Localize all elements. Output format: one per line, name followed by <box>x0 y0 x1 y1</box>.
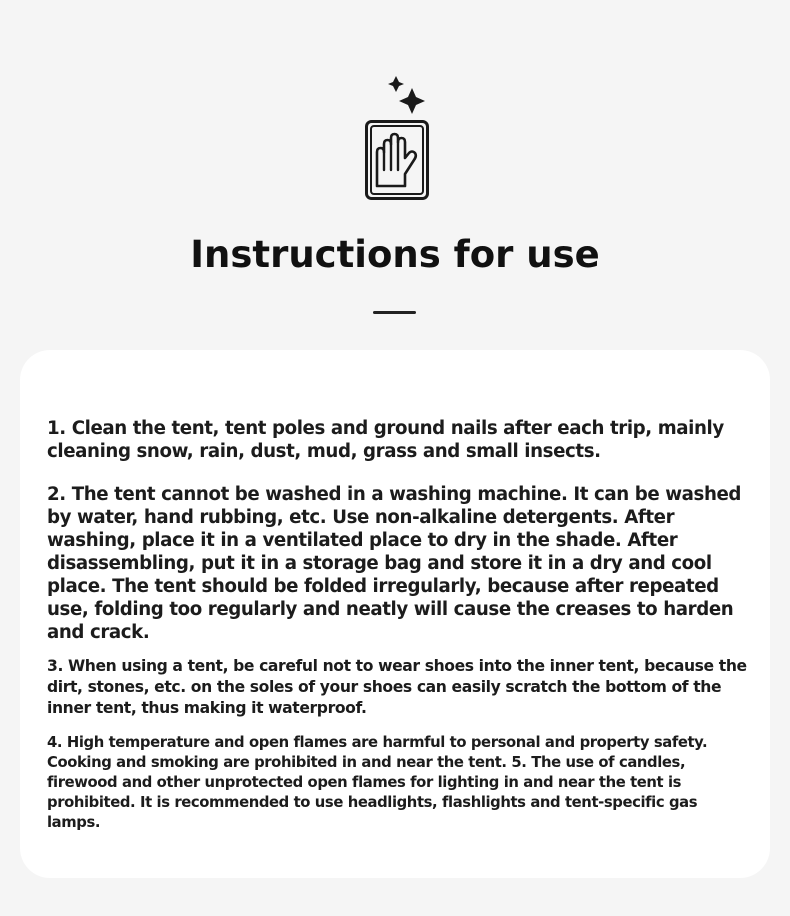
instruction-2: 2. The tent cannot be washed in a washing machine. It can be washed by water, hand rubbing, etc. Use non-alkaline detergents. After washing, place it in a ventilated place to dry in the shade. After disassembling, put it in a storage bag and store it in a dry and cool place. The tent should be folded irregularly, because after repeated use, folding too regularly and neatly will cause the creases to harden and crack. <box>47 484 742 643</box>
instructions-card <box>20 350 770 878</box>
instruction-1: 1. Clean the tent, tent poles and ground nails after each trip, mainly cleaning snow, rain, dust, mud, grass and small insects. <box>47 418 724 462</box>
clean-hand-sparkle-icon <box>360 74 432 202</box>
instruction-3: 3. When using a tent, be careful not to wear shoes into the inner tent, because the dirt, stones, etc. on the soles of your shoes can easily scratch the bottom of the inner tent, thus making it waterproof. <box>47 657 747 717</box>
instruction-4: 4. High temperature and open flames are harmful to personal and property safety. Cooking and smoking are prohibited in and near the tent. 5. The use of candles, firewood and other unprotected open flames for lighting in and near the tent is prohibited. It is recommended to use headlights, flashlights and tent-specific gas lamps. <box>47 734 708 831</box>
page-title: Instructions for use <box>190 233 600 276</box>
title-divider <box>373 311 416 314</box>
